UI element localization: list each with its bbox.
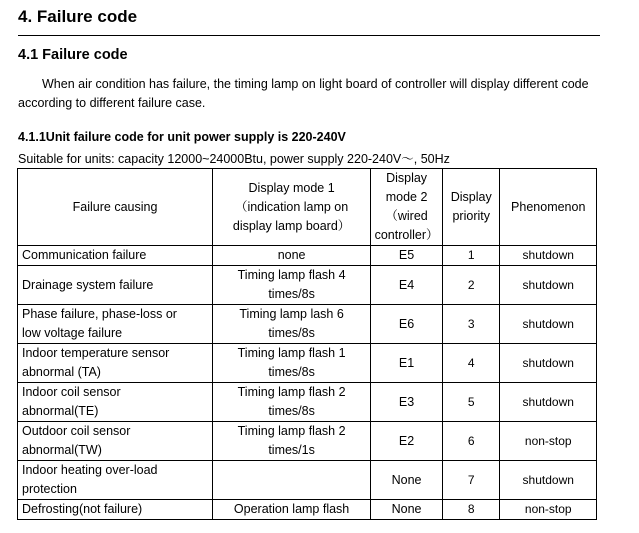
cell-display-mode-1: Timing lamp flash 2 times/8s [213, 383, 371, 422]
table-row [18, 344, 597, 383]
cell-display-mode-1: Timing lamp flash 4 times/8s [213, 266, 371, 305]
table-row [18, 305, 597, 344]
failure-code-table [17, 168, 597, 520]
subsection-title: 4.1 Failure code [18, 47, 128, 63]
cell-display-mode-1: none [213, 246, 371, 266]
cell-display-mode-2: E4 [371, 266, 443, 305]
cell-priority: 7 [443, 461, 500, 500]
cell-failure-causing: Phase failure, phase-loss or low voltage failure [18, 305, 213, 344]
header-priority-line: priority [452, 209, 490, 223]
header-mode1-line: （indication lamp on [234, 199, 349, 214]
table-row [18, 246, 597, 266]
cell-display-mode-2: E6 [371, 305, 443, 344]
cell-display-mode-1: Operation lamp flash [213, 500, 371, 520]
cell-failure-causing: Indoor temperature sensor abnormal (TA) [18, 344, 213, 383]
cell-priority: 1 [443, 246, 500, 266]
header-mode2-line: mode 2 [385, 190, 428, 204]
table-row [18, 266, 597, 305]
cell-display-mode-1: Timing lamp flash 2 times/1s [213, 422, 371, 461]
table-row [18, 461, 597, 500]
cell-failure-causing: Indoor coil sensor abnormal(TE) [18, 383, 213, 422]
cell-priority: 5 [443, 383, 500, 422]
section-title: 4. Failure code [18, 7, 138, 26]
header-phenomenon: Phenomenon [500, 169, 597, 246]
cell-display-mode-2: None [371, 461, 443, 500]
intro-line-2: according to different failure case. [18, 96, 206, 110]
cell-display-mode-2: E1 [371, 344, 443, 383]
header-display-mode-1 [213, 169, 371, 246]
header-mode2-line: （wired [385, 209, 428, 223]
cell-failure-causing: Defrosting(not failure) [18, 500, 213, 520]
header-display-priority [443, 169, 500, 246]
table-row [18, 422, 597, 461]
cell-display-mode-1 [213, 461, 371, 500]
cell-display-mode-2: E2 [371, 422, 443, 461]
cell-phenomenon: shutdown [500, 344, 597, 383]
cell-failure-causing: Communication failure [18, 246, 213, 266]
cell-priority: 3 [443, 305, 500, 344]
header-mode2-line: Display [386, 171, 428, 185]
cell-phenomenon: non-stop [500, 422, 597, 461]
cell-priority: 4 [443, 344, 500, 383]
header-display-mode-2 [371, 169, 443, 246]
intro-line-1: When air condition has failure, the timing lamp on light board of controller will display different code [42, 77, 589, 91]
cell-priority: 8 [443, 500, 500, 520]
cell-display-mode-2: E3 [371, 383, 443, 422]
cell-failure-causing: Indoor heating over-load protection [18, 461, 213, 500]
cell-display-mode-1: Timing lamp lash 6 times/8s [213, 305, 371, 344]
table-row [18, 383, 597, 422]
header-mode1-line: Display mode 1 [248, 180, 335, 195]
cell-phenomenon: shutdown [500, 383, 597, 422]
title-divider [18, 35, 600, 36]
cell-priority: 6 [443, 422, 500, 461]
cell-phenomenon: non-stop [500, 500, 597, 520]
unit-section-title: 4.1.1Unit failure code for unit power supply is 220-240V [18, 130, 346, 144]
cell-display-mode-1: Timing lamp flash 1 times/8s [213, 344, 371, 383]
cell-priority: 2 [443, 266, 500, 305]
cell-phenomenon: shutdown [500, 305, 597, 344]
cell-failure-causing: Drainage system failure [18, 266, 213, 305]
cell-phenomenon: shutdown [500, 461, 597, 500]
intro-paragraph [18, 75, 618, 113]
table-header-row [18, 169, 597, 246]
suitable-units-text: Suitable for units: capacity 12000~24000Btu, power supply 220-240V～, 50Hz [18, 152, 450, 166]
cell-phenomenon: shutdown [500, 266, 597, 305]
table-row [18, 500, 597, 520]
header-mode2-line: controller） [374, 228, 439, 242]
header-failure-causing: Failure causing [18, 169, 213, 246]
cell-phenomenon: shutdown [500, 246, 597, 266]
header-priority-line: Display [450, 190, 492, 204]
header-mode1-line: display lamp board） [232, 218, 351, 233]
cell-failure-causing: Outdoor coil sensor abnormal(TW) [18, 422, 213, 461]
cell-display-mode-2: E5 [371, 246, 443, 266]
cell-display-mode-2: None [371, 500, 443, 520]
